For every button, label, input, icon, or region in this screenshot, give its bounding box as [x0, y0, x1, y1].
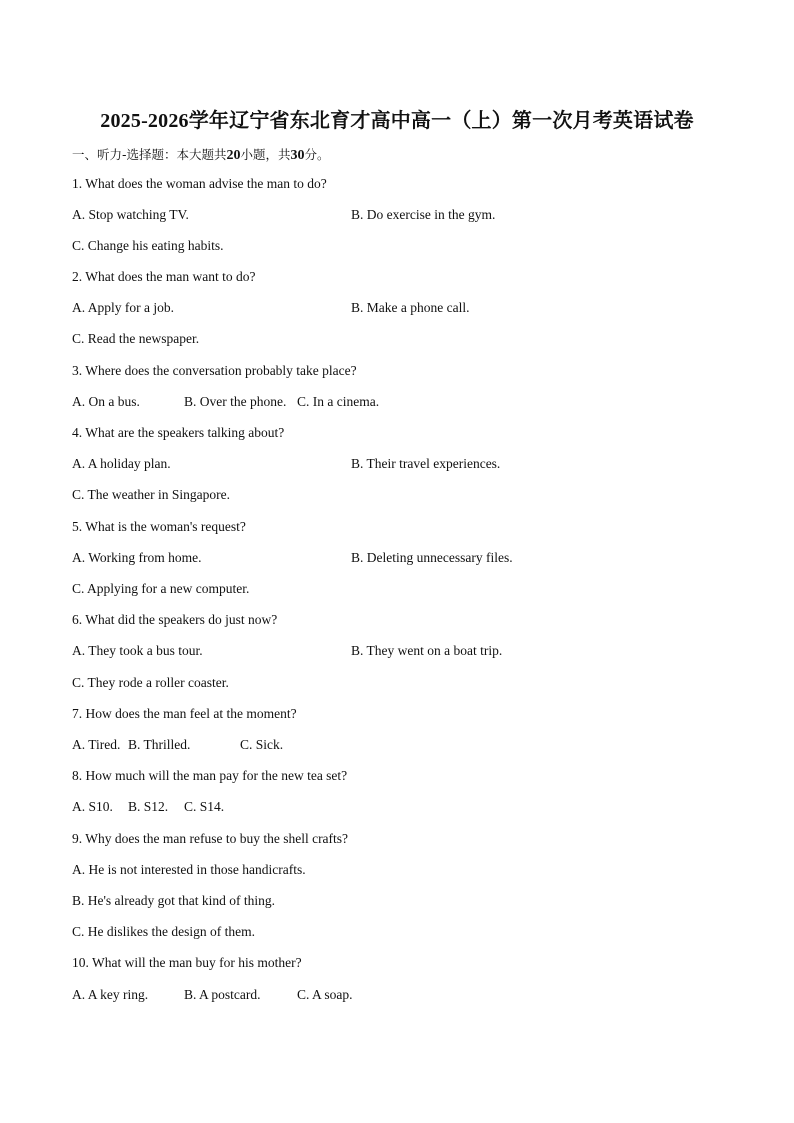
question-2-stem: 2. What does the man want to do?	[72, 269, 256, 284]
question-10-option-a: A. A key ring.	[72, 987, 149, 1002]
question-10-stem: 10. What will the man buy for his mother?	[72, 955, 302, 970]
question-8-option-a: A. S10.	[72, 799, 113, 814]
question-3-option-b: B. Over the phone.	[184, 394, 287, 409]
question-2-option-b: B. Make a phone call.	[351, 300, 470, 315]
question-7-option-c: C. Sick.	[240, 737, 284, 752]
question-9-option-c: C. He dislikes the design of them.	[72, 924, 255, 939]
question-1-option-c: C. Change his eating habits.	[72, 238, 224, 253]
question-2-option-c: C. Read the newspaper.	[72, 331, 200, 346]
question-1-option-a: A. Stop watching TV.	[72, 207, 189, 222]
question-count: 20	[226, 148, 241, 163]
question-4-option-b: B. Their travel experiences.	[351, 456, 501, 471]
question-5-option-a: A. Working from home.	[72, 550, 202, 565]
question-9-option-a: A. He is not interested in those handicrafts.	[72, 862, 306, 877]
question-10-option-b: B. A postcard.	[184, 987, 261, 1002]
question-5-stem: 5. What is the woman's request?	[72, 519, 246, 534]
question-6-option-a: A. They took a bus tour.	[72, 643, 203, 658]
section-prefix: 一、听力-选择题：本大题共	[72, 147, 227, 162]
question-4-option-c: C. The weather in Singapore.	[72, 487, 230, 502]
question-7-option-b: B. Thrilled.	[128, 737, 191, 752]
question-9-stem: 9. Why does the man refuse to buy the shell crafts?	[72, 831, 349, 846]
question-10-option-c: C. A soap.	[297, 987, 353, 1002]
section-middle: 小题，共	[240, 147, 291, 162]
question-7-stem: 7. How does the man feel at the moment?	[72, 706, 297, 721]
question-3-stem: 3. Where does the conversation probably take place?	[72, 363, 357, 378]
question-4-option-a: A. A holiday plan.	[72, 456, 171, 471]
question-8-stem: 8. How much will the man pay for the new tea set?	[72, 768, 348, 783]
question-3-option-a: A. On a bus.	[72, 394, 140, 409]
question-1-stem: 1. What does the woman advise the man to do?	[72, 176, 327, 191]
question-1-option-b: B. Do exercise in the gym.	[351, 207, 496, 222]
question-7-option-a: A. Tired.	[72, 737, 121, 752]
question-6-option-c: C. They rode a roller coaster.	[72, 675, 229, 690]
question-5-option-c: C. Applying for a new computer.	[72, 581, 250, 596]
question-8-option-b: B. S12.	[128, 799, 169, 814]
question-8-option-c: C. S14.	[184, 799, 225, 814]
question-2-option-a: A. Apply for a job.	[72, 300, 174, 315]
section-suffix: 分。	[304, 147, 330, 162]
total-points: 30	[290, 148, 305, 163]
question-4-stem: 4. What are the speakers talking about?	[72, 425, 285, 440]
question-6-stem: 6. What did the speakers do just now?	[72, 612, 278, 627]
question-5-option-b: B. Deleting unnecessary files.	[351, 550, 513, 565]
question-6-option-b: B. They went on a boat trip.	[351, 643, 503, 658]
exam-title: 2025-2026学年辽宁省东北育才高中高一（上）第一次月考英语试卷	[100, 110, 694, 132]
question-9-option-b: B. He's already got that kind of thing.	[72, 893, 276, 908]
question-3-option-c: C. In a cinema.	[297, 394, 380, 409]
section-heading	[72, 145, 330, 164]
